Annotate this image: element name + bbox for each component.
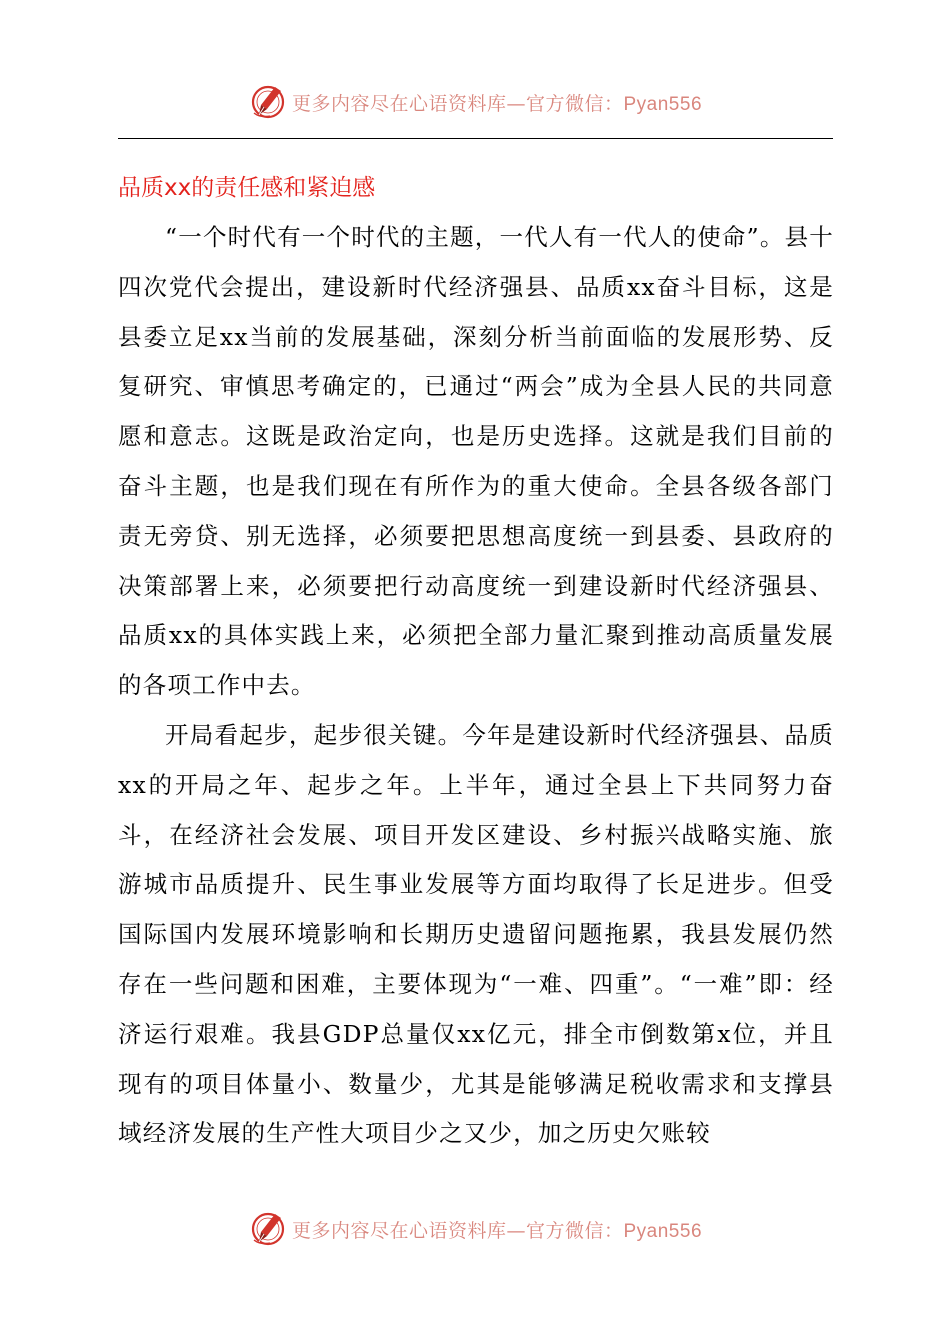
paragraph: “一个时代有一个时代的主题，一代人有一代人的使命”。县十四次党代会提出，建设新时代经济强县、品质xx奋斗目标，这是县委立足xx当前的发展基础，深刻分析当前面临的发展形势、反复研究、审慎思考确定的，已通过“两会”成为全县人民的共同意愿和意志。这既是政治定向，也是历史选择。这就是我们目前的奋斗主题，也是我们现在有所作为的重大使命。全县各级各部门责无旁贷、别无选择，必须要把思想高度统一到县委、县政府的决策部署上来，必须要把行动高度统一到建设新时代经济强县、品质xx的具体实践上来，必须把全部力量汇聚到推动高质量发展的各项工作中去。 [118, 223, 834, 700]
document-title: 品质xx的责任感和紧迫感 [118, 175, 376, 201]
document-body [118, 213, 834, 1159]
header-divider [118, 138, 833, 139]
banner-content [248, 82, 702, 122]
banner-text: 更多内容尽在心语资料库—官方微信：Pyan556 [291, 92, 703, 115]
banner-content [248, 1209, 702, 1249]
footer-banner [0, 1207, 950, 1251]
banner-text: 更多内容尽在心语资料库—官方微信：Pyan556 [291, 1219, 703, 1242]
pen-nib-circle-icon [248, 1209, 288, 1249]
paragraph: 开局看起步，起步很关键。今年是建设新时代经济强县、品质xx的开局之年、起步之年。上半年，通过全县上下共同努力奋斗，在经济社会发展、项目开发区建设、乡村振兴战略实施、旅游城市品质提升、民生事业发展等方面均取得了长足进步。但受国际国内发展环境影响和长期历史遗留问题拖累，我县发展仍然存在一些问题和困难，主要体现为“一难、四重”。“一难”即：经济运行艰难。我县GDP总量仅xx亿元，排全市倒数第x位，并且现有的项目体量小、数量少，尤其是能够满足税收需求和支撑县域经济发展的生产性大项目少之又少，加之历史欠账较 [118, 720, 834, 1148]
header-banner [0, 80, 950, 124]
pen-nib-circle-icon [248, 82, 288, 122]
